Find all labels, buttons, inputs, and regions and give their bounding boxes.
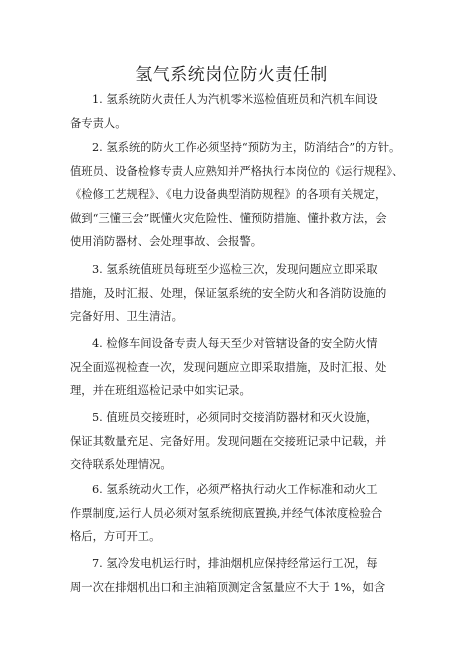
paragraph-line: 保证其数量充足、完备好用。发现问题在交接班记录中记载，并 — [70, 434, 387, 448]
paragraph-line: 理，并在班组巡检记录中如实记录。 — [70, 384, 251, 397]
paragraph-line: 6. 氢系统动火工作，必须严格执行动火工作标准和动火工 — [92, 483, 378, 496]
paragraph-line: 4. 检修车间设备专责人每天至少对管辖设备的安全防火情 — [92, 337, 378, 350]
paragraph-line: 2. 氢系统的防火工作必须坚持“预防为主，防消结合”的方针。 — [92, 141, 401, 154]
paragraph-line: 措施，及时汇报、处理，保证氢系统的安全防火和各消防设施的 — [70, 286, 387, 300]
paragraph-4 — [70, 332, 400, 403]
paragraph-line: 1. 氢系统防火责任人为汽机零米巡检值班员和汽机车间设 — [92, 93, 378, 106]
paragraph-6 — [70, 478, 400, 549]
paragraph-line: 周一次在排烟机出口和主油箱顶测定含氢量应不大于 1%，如含 — [70, 580, 386, 594]
paragraph-line: 做到“三懂三会”既懂火灾危险性、懂预防措施、懂扑救方法，会 — [70, 211, 387, 225]
paragraph-line: 作票制度,运行人员必须对氢系统彻底置换,并经气体浓度检验合 — [70, 506, 383, 520]
paragraph-line: 况全面巡视检查一次，发现问题应立即采取措施，及时汇报、处 — [70, 360, 387, 374]
paragraph-line: 5. 值班员交接班时，必须同时交接消防器材和灭火设施， — [92, 411, 378, 424]
document-title: 氢气系统岗位防火责任制 — [135, 65, 328, 85]
paragraph-line: 交待联系处理情况。 — [70, 458, 172, 471]
paragraph-line: 《检修工艺规程》、《电力设备典型消防规程》的各项有关规定， — [70, 188, 387, 201]
paragraph-line: 完备好用、卫生清洁。 — [70, 310, 183, 323]
paragraph-line: 值班员、设备检修专责人应熟知并严格执行本岗位的《运行规程》、 — [70, 164, 404, 178]
paragraph-line: 备专责人。 — [70, 116, 127, 130]
paragraph-1 — [70, 88, 400, 135]
paragraph-line: 使用消防器材、会处理事故、会报警。 — [70, 235, 263, 248]
paragraph-line: 格后，方可开工。 — [70, 530, 161, 543]
paragraph-7 — [70, 552, 400, 599]
paragraph-2 — [70, 136, 404, 254]
paragraph-3 — [70, 258, 400, 329]
paragraph-line: 7. 氢冷发电机运行时，排油烟机应保持经常运行工况，每 — [92, 557, 378, 570]
paragraph-line: 3. 氢系统值班员每班至少巡检三次，发现问题应立即采取 — [92, 263, 378, 276]
paragraph-5 — [70, 406, 400, 477]
